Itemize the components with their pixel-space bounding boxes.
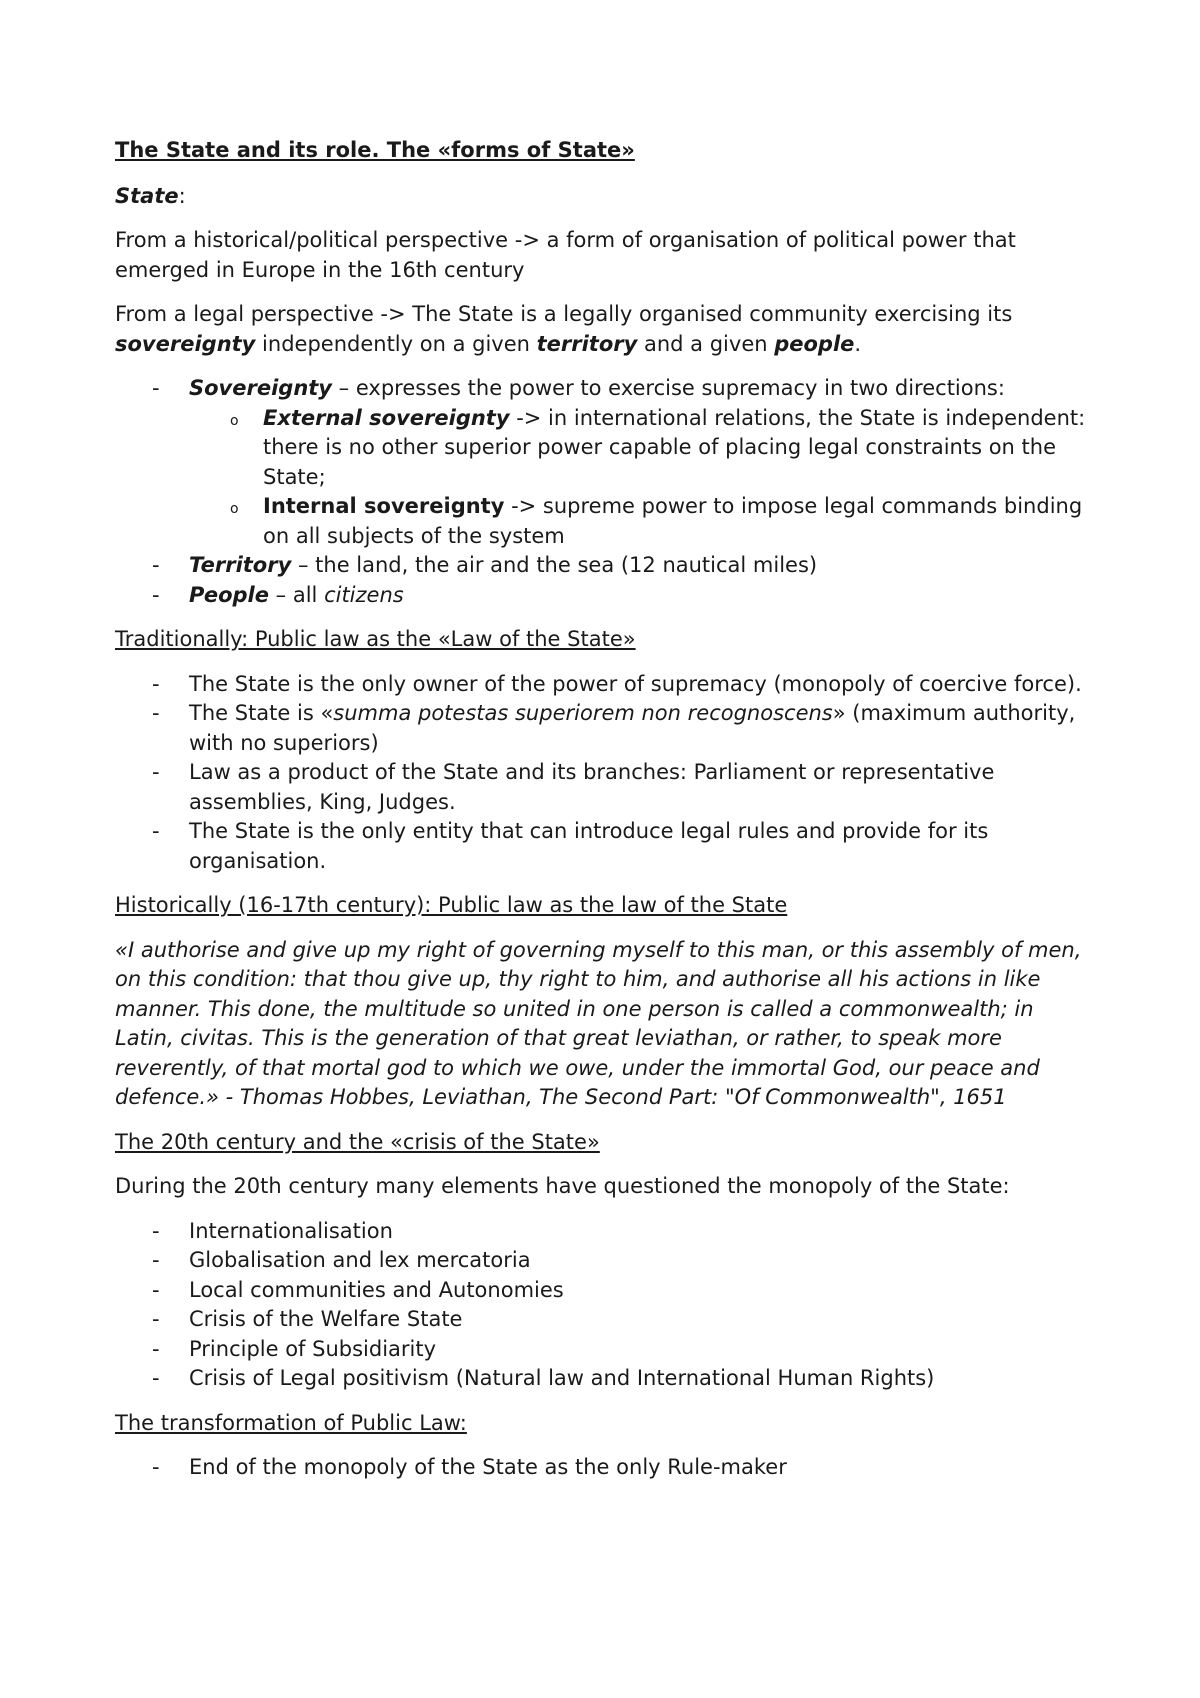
list-item: - Sovereignty – expresses the power to exercise supremacy in two directions: o External sovereignty -> in international relations, the State is independent: there is no other superior power capable of placing legal constraints on the State; o Internal sovereignty -> supreme power to impose legal commands binding on all subjects of the system (115, 374, 1095, 551)
sovereignty-sublist (189, 404, 1095, 552)
section-heading-traditionally: Traditionally: Public law as the «Law of the State» (115, 627, 636, 651)
state-colon: : (178, 183, 186, 208)
sovereignty-term: sovereignty (115, 331, 256, 356)
state-elements-list (115, 374, 1095, 610)
list-item: - The State is the only owner of the power of supremacy (monopoly of coercive force). (115, 670, 1095, 700)
crisis-intro: During the 20th century many elements have questioned the monopoly of the State: (115, 1174, 1010, 1198)
section-heading-transformation: The transformation of Public Law: (115, 1410, 467, 1435)
list-item: - Principle of Subsidiarity (115, 1335, 1095, 1365)
people-term: people (774, 331, 855, 356)
crisis-list (115, 1217, 1095, 1394)
list-item: - People – all citizens (115, 581, 1095, 611)
list-item: o Internal sovereignty -> supreme power to impose legal commands binding on all subjects of the system (189, 492, 1095, 551)
document-page (115, 136, 1095, 1498)
territory-term: territory (536, 331, 638, 356)
historical-definition: From a historical/political perspective -> a form of organisation of political power that emerged in Europe in the 16th century (115, 228, 1016, 282)
list-item: - The State is the only entity that can introduce legal rules and provide for its organisation. (115, 817, 1095, 876)
list-item: - Law as a product of the State and its branches: Parliament or representative assemblies, King, Judges. (115, 758, 1095, 817)
list-item: - End of the monopoly of the State as the only Rule-maker (115, 1453, 1095, 1483)
section-heading-crisis: The 20th century and the «crisis of the State» (115, 1129, 600, 1154)
legal-definition: From a legal perspective -> The State is a legally organised community exercising its sovereignty independently on a given territory and a given people. (115, 302, 1013, 356)
list-item: - Globalisation and lex mercatoria (115, 1246, 1095, 1276)
list-item: - Internationalisation (115, 1217, 1095, 1247)
hobbes-quote: «I authorise and give up my right of governing myself to this man, or this assembly of men, on this condition: that thou give up, thy right to him, and authorise all his actions in like manner. This done, the multitude so united in one person is called a commonwealth; in Latin, civitas. This is the generation of that great leviathan, or rather, to speak more reverently, of that mortal god to which we owe, under the immortal God, our peace and defence.» - Thomas Hobbes, Leviathan, The Second Part: "Of Commonwealth", 1651 (115, 937, 1082, 1109)
list-item: o External sovereignty -> in international relations, the State is independent: there is no other superior power capable of placing legal constraints on the State; (189, 404, 1095, 493)
state-heading (115, 182, 1095, 212)
list-item: - The State is «summa potestas superiorem non recognoscens» (maximum authority, with no superiors) (115, 699, 1095, 758)
state-label: State (115, 183, 179, 208)
list-item: - Crisis of the Welfare State (115, 1305, 1095, 1335)
document-title: The State and its role. The «forms of State» (115, 138, 635, 162)
list-item: - Crisis of Legal positivism (Natural law and International Human Rights) (115, 1364, 1095, 1394)
list-item: - Territory – the land, the air and the sea (12 nautical miles) (115, 551, 1095, 581)
traditionally-list (115, 670, 1095, 877)
transformation-list (115, 1453, 1095, 1483)
list-item: - Local communities and Autonomies (115, 1276, 1095, 1306)
section-heading-historically: Historically (16-17th century): Public law as the law of the State (115, 893, 788, 917)
